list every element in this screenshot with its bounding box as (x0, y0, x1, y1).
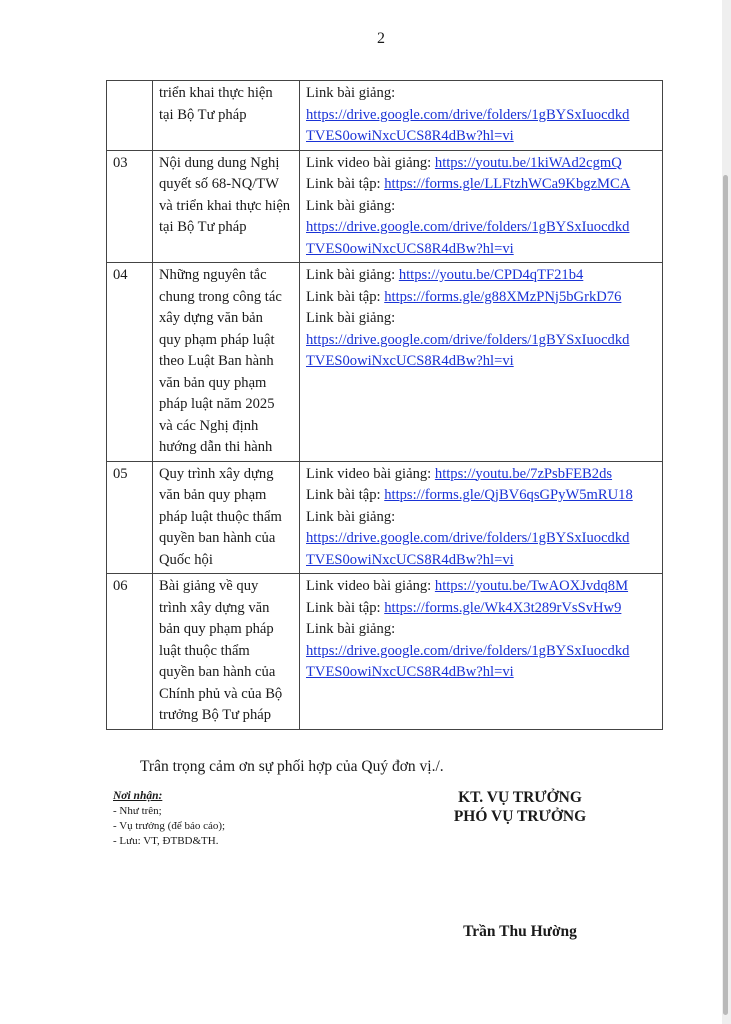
topic-line: Những nguyên tắc (159, 267, 267, 283)
topic-line: văn bản quy phạm (159, 487, 267, 503)
recipients-title: Nơi nhận: (113, 790, 163, 802)
link-label: Link bài giảng: (306, 85, 396, 101)
link-label: Link video bài giảng: (306, 154, 435, 171)
hyperlink[interactable]: https://forms.gle/LLFtzhWCa9KbgzMCA (384, 176, 631, 192)
topic-line: bản quy phạm pháp (159, 621, 274, 637)
topic-line: pháp luật thuộc thẩm (159, 508, 282, 525)
hyperlink[interactable]: TVES0owiNxcUCS8R4dBw?hl=vi (306, 128, 514, 144)
topic-line: hướng dẫn thi hành (159, 439, 273, 455)
signer-name: Trần Thu Hường (463, 923, 577, 940)
table-row (107, 150, 663, 263)
recipient-item: - Lưu: VT, ĐTBD&TH. (113, 835, 219, 847)
lesson-topic (153, 574, 300, 730)
link-line (306, 239, 656, 261)
topic-line: trưởng Bộ Tư pháp (159, 707, 272, 723)
hyperlink[interactable]: https://forms.gle/Wk4X3t289rVsSvHw9 (384, 599, 622, 616)
lesson-topic (153, 81, 300, 151)
hyperlink[interactable]: https://drive.google.com/drive/folders/1gBYSxIuocdkd (306, 331, 630, 348)
hyperlink[interactable]: TVES0owiNxcUCS8R4dBw?hl=vi (306, 551, 514, 568)
hyperlink[interactable]: https://drive.google.com/drive/folders/1gBYSxIuocdkd (306, 106, 630, 123)
signature-title-1: KT. VỤ TRƯỞNG (458, 789, 582, 806)
link-label: Link bài giảng: (306, 508, 396, 525)
recipient-item: - Vụ trưởng (để báo cáo); (113, 820, 226, 832)
link-line (306, 598, 656, 620)
topic-line: Nội dung dung Nghị (159, 154, 280, 171)
topic-line: tại Bộ Tư pháp (159, 106, 247, 123)
hyperlink[interactable]: TVES0owiNxcUCS8R4dBw?hl=vi (306, 353, 514, 369)
lesson-links (300, 81, 663, 151)
link-line (306, 550, 656, 572)
topic-line: Chính phủ và của Bộ (159, 685, 283, 702)
link-label: Link video bài giảng: (306, 578, 435, 594)
hyperlink[interactable]: https://drive.google.com/drive/folders/1gBYSxIuocdkd (306, 642, 630, 659)
lesson-links (300, 461, 663, 574)
table-row (107, 263, 663, 462)
link-line (306, 308, 656, 330)
link-line (306, 485, 656, 507)
topic-line: trình xây dựng văn (159, 599, 270, 616)
lesson-links (300, 150, 663, 263)
link-line (306, 619, 656, 641)
link-line (306, 196, 656, 218)
link-line (306, 105, 656, 127)
topic-line: văn bản quy phạm (159, 374, 267, 391)
scrollbar-thumb[interactable] (723, 175, 728, 1015)
link-line (306, 576, 656, 598)
topic-line: Quốc hội (159, 551, 213, 568)
link-line (306, 126, 656, 148)
topic-line: tại Bộ Tư pháp (159, 219, 247, 235)
link-line (306, 153, 656, 175)
link-line (306, 351, 656, 373)
row-number: 04 (107, 263, 153, 462)
page-number: 2 (377, 30, 385, 47)
lesson-links (300, 574, 663, 730)
link-line (306, 662, 656, 684)
lesson-topic (153, 150, 300, 263)
topic-line: quyền ban hành của (159, 664, 276, 680)
link-line (306, 265, 656, 287)
link-label: Link bài giảng: (306, 197, 396, 214)
hyperlink[interactable]: TVES0owiNxcUCS8R4dBw?hl=vi (306, 664, 514, 680)
topic-line: và các Nghị định (159, 417, 259, 434)
signature-title-2: PHÓ VỤ TRƯỞNG (453, 808, 587, 825)
hyperlink[interactable]: https://youtu.be/CPD4qTF21b4 (398, 267, 584, 283)
link-line (306, 464, 656, 486)
row-number: 03 (107, 150, 153, 263)
topic-line: Bài giảng về quy (159, 578, 259, 594)
topic-line: pháp luật năm 2025 (159, 396, 275, 412)
topic-line: luật thuộc thẩm (159, 642, 250, 659)
signature-block (420, 788, 620, 826)
link-label: Link video bài giảng: (306, 465, 435, 482)
topic-line: quyết số 68-NQ/TW (159, 176, 279, 192)
table-row (107, 81, 663, 151)
row-number: 06 (107, 574, 153, 730)
hyperlink[interactable]: https://youtu.be/TwAOXJvdq8M (434, 578, 629, 594)
link-label: Link bài giảng: (306, 621, 396, 637)
link-line (306, 507, 656, 529)
lesson-table (106, 80, 663, 730)
hyperlink[interactable]: https://drive.google.com/drive/folders/1gBYSxIuocdkd (306, 219, 630, 235)
row-number: 05 (107, 461, 153, 574)
topic-line: xây dựng văn bản (159, 310, 263, 326)
link-label: Link bài giảng: (306, 267, 399, 283)
lesson-topic (153, 461, 300, 574)
link-line (306, 217, 656, 239)
hyperlink[interactable]: TVES0owiNxcUCS8R4dBw?hl=vi (306, 240, 514, 257)
hyperlink[interactable]: https://forms.gle/g88XMzPNj5bGrkD76 (384, 288, 622, 305)
lesson-topic (153, 263, 300, 462)
topic-line: và triển khai thực hiện (159, 197, 291, 214)
link-label: Link bài tập: (306, 288, 385, 305)
lesson-links (300, 263, 663, 462)
link-line (306, 330, 656, 352)
row-number (107, 81, 153, 151)
hyperlink[interactable]: https://youtu.be/7zPsbFEB2ds (434, 465, 613, 482)
topic-line: quyền ban hành của (159, 530, 276, 546)
closing-line: Trân trọng cảm ơn sự phối hợp của Quý đơn vị./. (140, 758, 444, 775)
topic-line: triển khai thực hiện (159, 85, 273, 101)
link-line (306, 287, 656, 309)
hyperlink[interactable]: https://drive.google.com/drive/folders/1gBYSxIuocdkd (306, 530, 630, 546)
topic-line: Quy trình xây dựng (159, 465, 274, 482)
table-row (107, 574, 663, 730)
topic-line: chung trong công tác (159, 288, 282, 305)
link-line (306, 641, 656, 663)
link-line (306, 83, 656, 105)
topic-line: theo Luật Ban hành (159, 353, 274, 369)
hyperlink[interactable]: https://youtu.be/1kiWAd2cgmQ (434, 154, 622, 171)
link-label: Link bài tập: (306, 176, 385, 192)
topic-line: quy phạm pháp luật (159, 331, 275, 348)
hyperlink[interactable]: https://forms.gle/QjBV6qsGPyW5mRU18 (384, 487, 633, 503)
link-line (306, 174, 656, 196)
link-label: Link bài tập: (306, 599, 385, 616)
link-line (306, 528, 656, 550)
recipients-block (113, 789, 225, 849)
recipient-item: - Như trên; (113, 805, 162, 817)
table-row (107, 461, 663, 574)
link-label: Link bài giảng: (306, 310, 396, 326)
link-label: Link bài tập: (306, 487, 385, 503)
